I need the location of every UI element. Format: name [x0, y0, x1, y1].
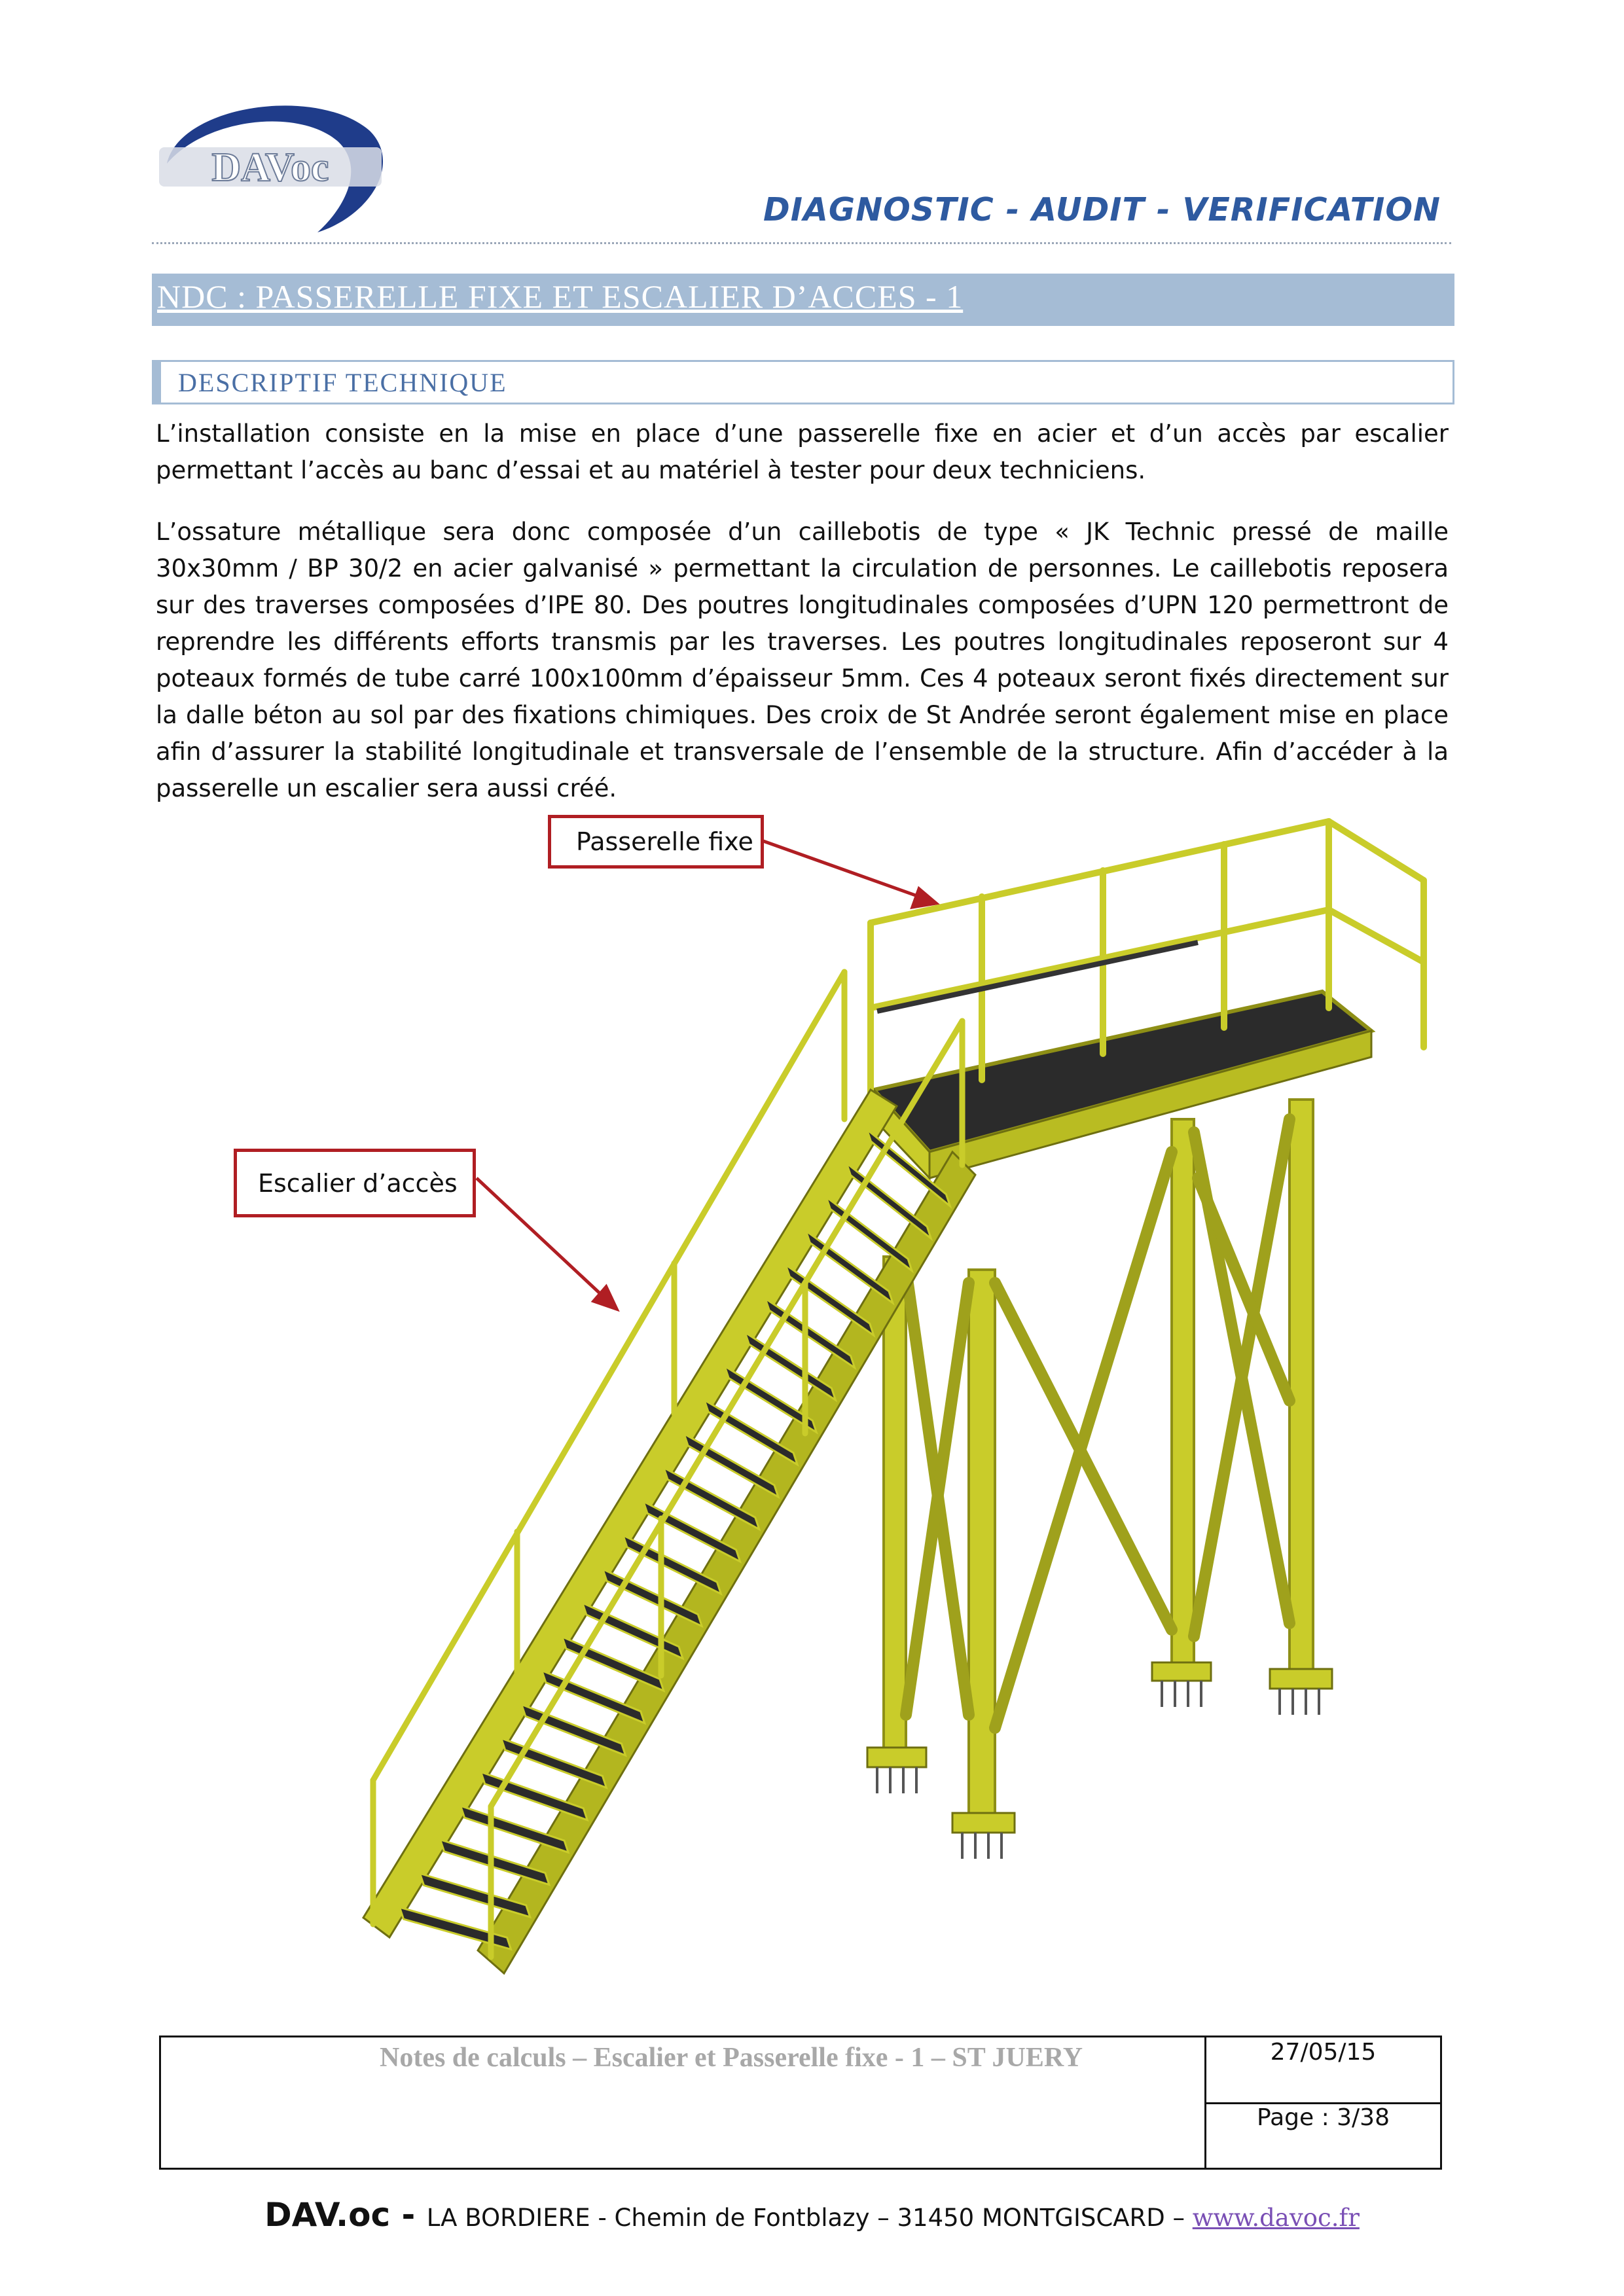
callout-passerelle: Passerelle fixe — [548, 815, 764, 869]
stair-platform-figure — [216, 812, 1434, 2016]
leg-front-left — [884, 1257, 906, 1754]
leg-front-right — [969, 1270, 995, 1820]
callout-arrows — [477, 841, 936, 1309]
body-paragraph-2: L’ossature métallique sera donc composée d’un caillebotis de type « JK Technic pressé de maille 30x30mm / BP 30/2 en acier galvanisé » permettant la circulation de personnes. Le caillebotis reposera sur des traverses composées d’IPE 80. Des poutres longitudinales composées d’UPN 120 permettront de reprendre les différents efforts transmis par les traverses. Les poutres longitudinales reposeront sur 4 poteaux formés de tube carré 100x100mm d’épaisseur 5mm. Ces 4 poteaux seront fixés directement sur la dalle béton au sol par des fixations chimiques. Des croix de St Andrée seront également mise en place afin d’assurer la stabilité longitudinale et transversale de l’ensemble de la structure. Afin d’accéder à la passerelle un escalier sera aussi créé. — [156, 518, 1449, 802]
footer-date: 27/05/15 — [1270, 2039, 1377, 2066]
header-divider — [152, 242, 1451, 244]
callout-escalier: Escalier d’accès — [234, 1149, 476, 1217]
company-address: LA BORDIERE - Chemin de Fontblazy – 31450 MONTGISCARD – — [426, 2204, 1193, 2232]
logo-text: DAVoc — [211, 145, 329, 190]
website-link[interactable]: www.davoc.fr — [1192, 2204, 1360, 2232]
company-address-line — [0, 2196, 1624, 2234]
company-short-name: DAV.oc - — [264, 2196, 427, 2234]
leg-back-left — [1172, 1119, 1194, 1669]
stair-treads — [400, 1130, 950, 1949]
base-plates — [867, 1662, 1332, 1833]
footer-document-title: Notes de calculs – Escalier et Passerelle fixe - 1 – ST JUERY — [380, 2043, 1083, 2073]
subsection-accent — [152, 360, 161, 404]
cross-bracing — [906, 1119, 1290, 1728]
footer-page-number: Page : 3/38 — [1256, 2104, 1390, 2131]
body-paragraph-1: L’installation consiste en la mise en place d’une passerelle fixe en acier et d’un accès par escalier permettant l’accès au banc d’essai et au matériel à tester pour deux techniciens. — [156, 420, 1449, 484]
anchor-bolts — [877, 1681, 1319, 1859]
subsection-title: DESCRIPTIF TECHNIQUE — [178, 368, 507, 397]
section-title: NDC : PASSERELLE FIXE ET ESCALIER D’ACCES - 1 — [157, 278, 964, 315]
header-tagline: DIAGNOSTIC - AUDIT - VERIFICATION — [763, 191, 1441, 228]
platform-handrail-bar — [877, 942, 1198, 1011]
davoc-logo — [154, 92, 396, 239]
leg-back-right — [1290, 1100, 1313, 1676]
